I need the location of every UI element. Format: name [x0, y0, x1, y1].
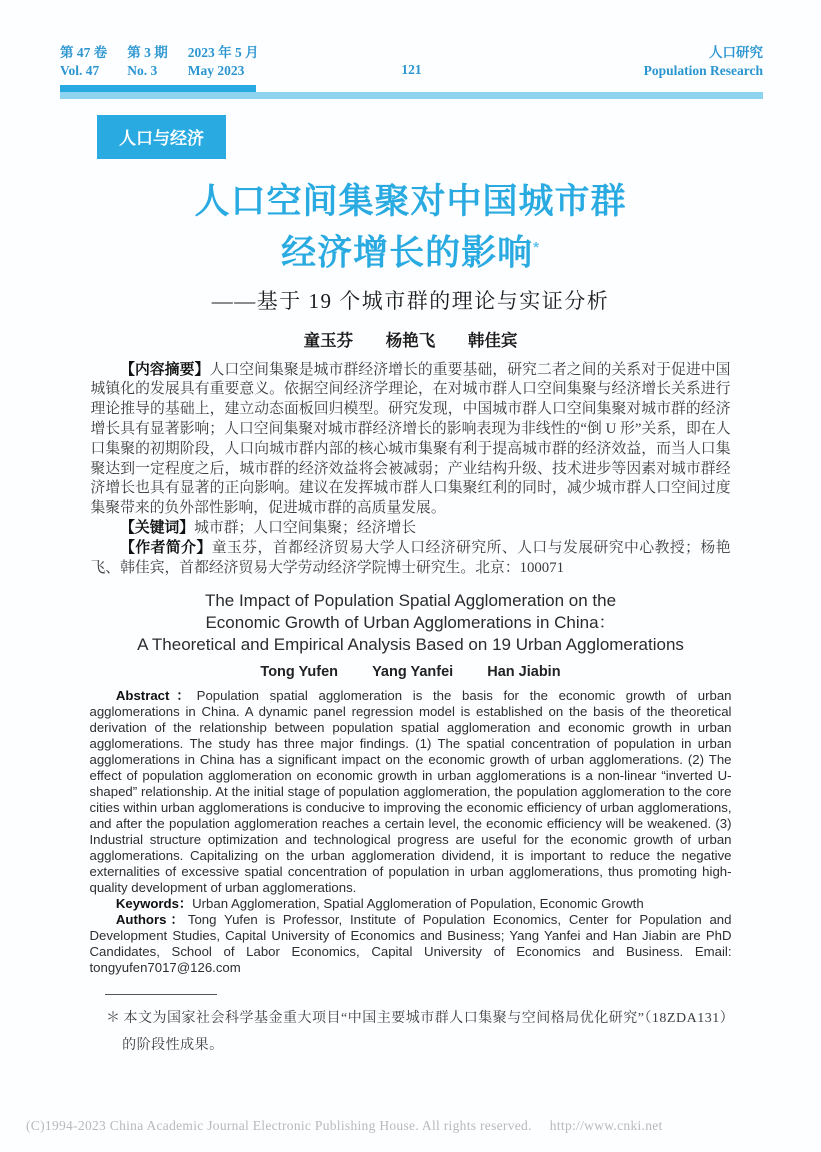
journal-name [644, 44, 763, 79]
issue-en: No. 3 [127, 63, 158, 78]
column-badge: 人口与经济 [97, 115, 226, 159]
author-en: Yang Yanfei [372, 664, 454, 681]
chinese-abstract-block [91, 361, 731, 579]
authors-bio-en-text: Tong Yufen is Professor, Institute of Population Economics, Center for Population and Development Studies, Capital University of Economics and Business; Yang Yanfei and Han Jiabin are PhD Candidates, School of Labor Economics, Capital University of Economics and Business. Email: tongyufen7017@126.com [89, 912, 732, 976]
abstract-en-text: Population spatial agglomeration is the basis for the economic growth of urban agglomerations in China. A dynamic panel regression model is established on the basis of the theoretical derivation of the relationship between population spatial agglomeration and economic growth in urban agglomerations. The study has three major findings. (1) The spatial concentration of population in urban agglomerations in China has a significant impact on the economic growth of urban agglomerations. (2) The effect of population agglomeration on economic growth in urban agglomerations is a non-linear “inverted U-shaped” relationship. At the initial stage of population agglomeration, the population agglomeration to the core cities within urban agglomerations is conducive to improving the economic efficiency of urban agglomerations, and after the population agglomeration reaches a certain level, the economic efficiency will be weakened. (3) Industrial structure optimization and technological progress are useful for the economic growth of urban agglomerations. Capitalizing on the urban agglomeration dividend, it is important to reduce the negative externalities of excessive spatial concentration of population in urban agglomerations, thus promoting high-quality development of urban agglomerations. [89, 688, 732, 896]
english-title-line2: Economic Growth of Urban Agglomerations in China： [205, 613, 616, 633]
abstract-cn-text: 人口空间集聚是城市群经济增长的重要基础，研究二者之间的关系对于促进中国城镇化的发展具有重要意义。依据空间经济学理论，在对城市群人口空间集聚与经济增长关系进行理论推导的基础上，建立动态面板回归模型。研究发现，中国城市群人口空间集聚对城市群的经济增长具有显著影响；人口空间集聚对城市群经济增长的影响表现为非线性的“倒 U 形”关系，即在人口集聚的初期阶段，人口向城市群内部的核心城市集聚有利于提高城市群的经济效益，而当人口集聚达到一定程度之后，城市群的经济效益将会被减弱；产业结构升级、技术进步等因素对城市群经济增长也具有显著的正向影响。建议在发挥城市群人口集聚红利的同时，减少城市群人口空间过度集聚带来的负外部性影响，促进城市群的高质量发展。 [90, 361, 731, 517]
article-title-line2: 经济增长的影响* [281, 233, 540, 273]
date-cn: 2023 年 5 月 [187, 45, 259, 60]
footnote-separator [105, 994, 217, 995]
cnki-url: http://www.cnki.net [549, 1118, 663, 1133]
author-cn: 韩佳宾 [467, 331, 518, 350]
keywords-cn [91, 519, 731, 539]
author-en: Tong Yufen [260, 664, 339, 681]
article-title-line1: 人口空间集聚对中国城市群 [194, 182, 627, 221]
keywords-en-text: Urban Agglomeration, Spatial Agglomeration of Population, Economic Growth [192, 896, 644, 912]
english-title-line1: The Impact of Population Spatial Agglomeration on the [204, 591, 617, 611]
english-title [0, 590, 821, 656]
author-en: Han Jiabin [487, 664, 561, 681]
volume-en: Vol. 47 [60, 63, 100, 78]
english-title-line3: A Theoretical and Empirical Analysis Based on 19 Urban Agglomerations [137, 635, 684, 655]
english-abstract-block [90, 688, 732, 976]
page-number: 121 [401, 62, 422, 77]
footnote-marker: ＊ [106, 1011, 121, 1027]
divider-dark-segment [60, 85, 256, 92]
article-title [0, 179, 821, 277]
authors-bio-en [90, 912, 732, 976]
abstract-cn-label: 【内容摘要】 [120, 361, 210, 378]
issue-cn: 第 3 期 [127, 45, 168, 60]
author-cn: 童玉芬 [303, 331, 354, 350]
authors-cn [0, 327, 821, 351]
copyright-text: (C)1994-2023 China Academic Journal Electronic Publishing House. All rights reserved. [26, 1118, 532, 1133]
journal-header [60, 44, 763, 79]
title-footnote-marker: * [533, 239, 540, 256]
footnote [106, 1005, 741, 1059]
journal-issue-info [60, 44, 259, 79]
author-bio-cn-text: 童玉芬，首都经济贸易大学人口经济研究所、人口与发展研究中心教授；杨艳飞、韩佳宾，首都经济贸易大学劳动经济学院博士研究生。北京：100071 [90, 539, 731, 576]
journal-name-en: Population Research [643, 63, 763, 78]
author-bio-cn-label: 【作者简介】 [120, 539, 212, 556]
date-en: May 2023 [187, 63, 245, 78]
authors-en [0, 664, 821, 680]
keywords-en-label: Keywords： [115, 896, 193, 912]
keywords-cn-text: 城市群；人口空间集聚；经济增长 [194, 520, 417, 537]
journal-name-cn: 人口研究 [709, 45, 763, 60]
footnote-text: 本文为国家社会科学基金重大项目“中国主要城市群人口集聚与空间格局优化研究”（18ZDA131）的阶段性成果。 [122, 1011, 735, 1054]
authors-bio-en-label: Authors： [115, 912, 188, 928]
abstract-cn [91, 361, 731, 519]
author-bio-cn [91, 539, 731, 579]
copyright-footer [26, 1118, 663, 1134]
volume-cn: 第 47 卷 [60, 45, 108, 60]
keywords-en [90, 896, 732, 912]
author-cn: 杨艳飞 [385, 331, 436, 350]
abstract-en [90, 688, 732, 896]
keywords-cn-label: 【关键词】 [120, 520, 195, 537]
divider-light-segment [60, 92, 763, 99]
article-subtitle: ——基于 19 个城市群的理论与实证分析 [211, 288, 610, 313]
header-divider [60, 85, 763, 99]
abstract-en-label: Abstract： [115, 688, 197, 704]
